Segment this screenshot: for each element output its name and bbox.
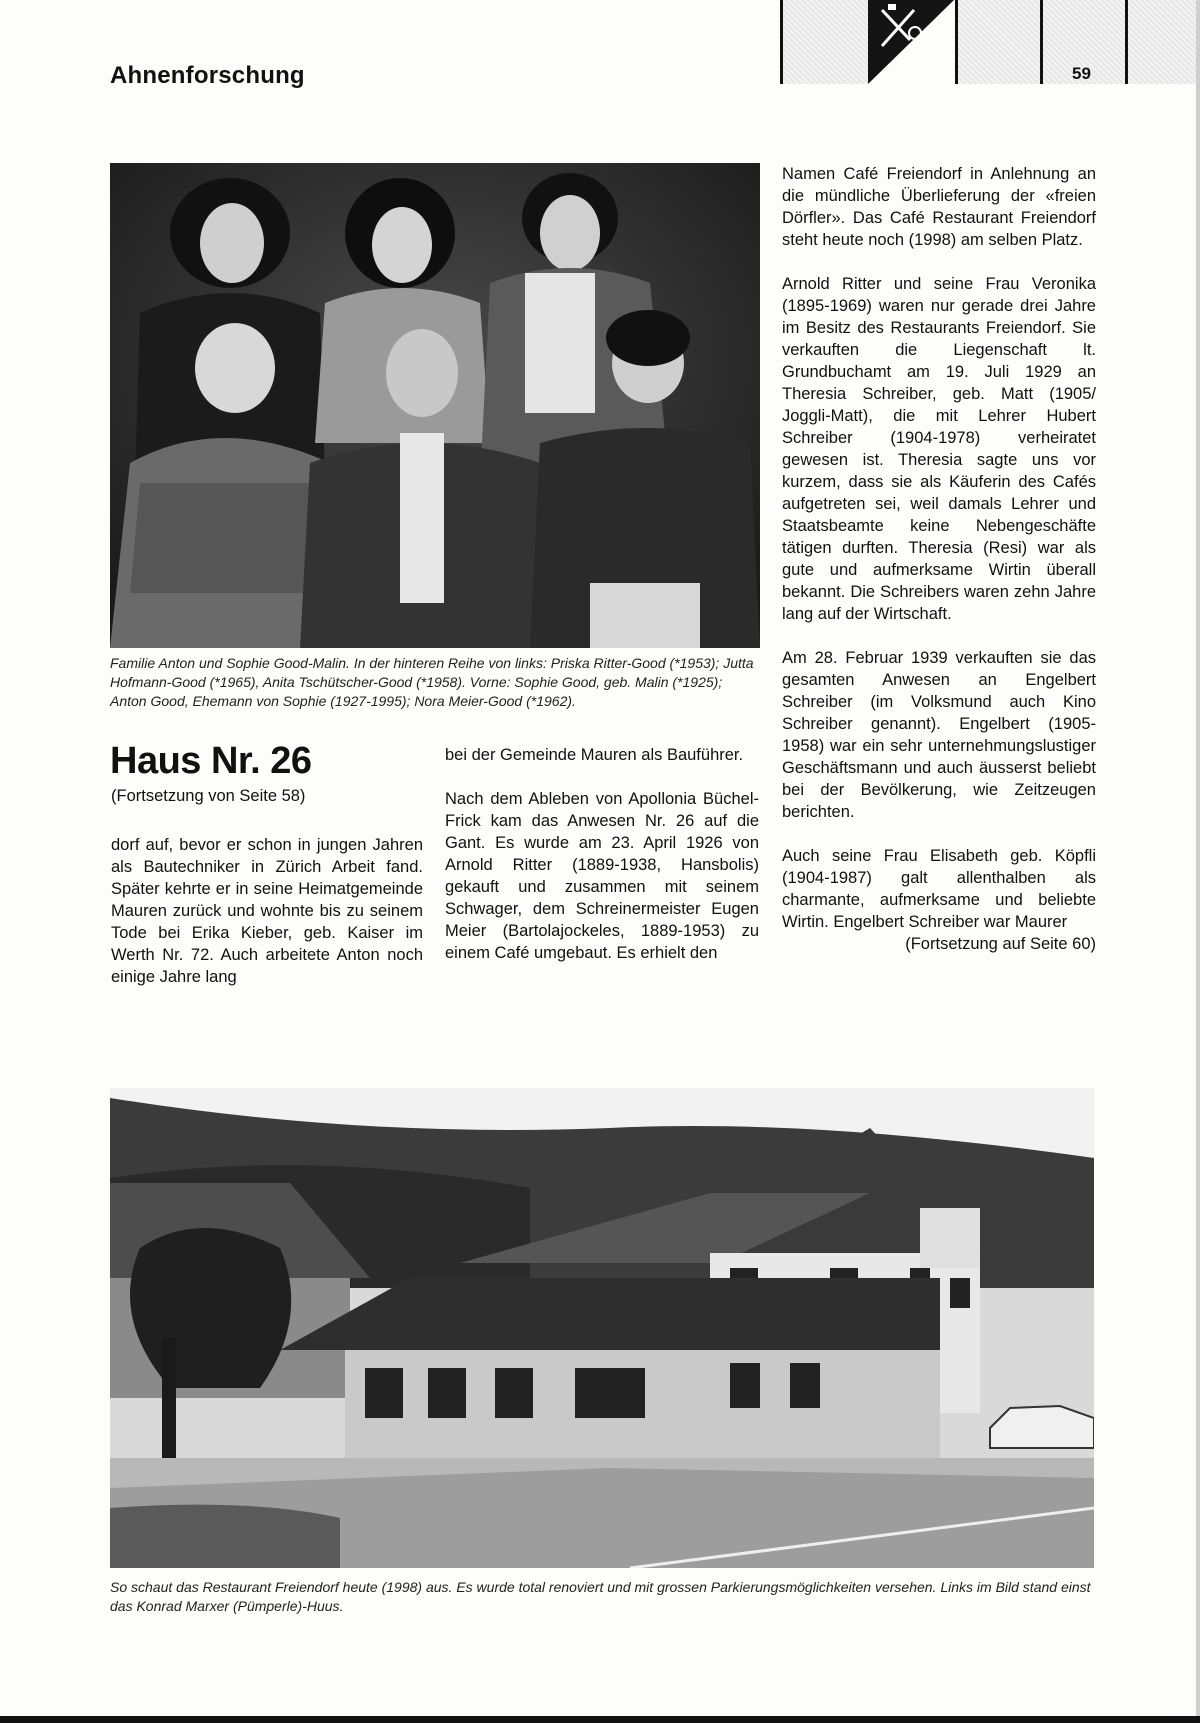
article-title: Haus Nr. 26 [110, 740, 312, 782]
paragraph: dorf auf, bevor er schon in jungen Jahren als Bautechniker in Zürich Arbeit fand. Später kehrte er in seine Heimatgemeinde Mauren zurück und wohnte bis zu seinem Tode bei Erika Kieber, geb. Kaiser im Werth Nr. 72. Auch arbeitete Anton noch einige Jahre lang [111, 836, 423, 986]
paragraph: Arnold Ritter und seine Frau Veronika (1895-1969) waren nur gerade drei Jahre im Besitz des Restaurants Freiendorf. Sie verkauften die Liegenschaft lt. Grundbuchamt am 19. Juli 1929 an Theresia Schreiber, geb. Matt (1905/ Joggli-Matt), die mit Lehrer Hubert Schreiber (1904-1978) verheiratet gewesen ist. Theresia sagte uns vor kurzem, dass sie als Käuferin des Cafés aufgetreten sei, weil damals Lehrer und Staatsbeamte keine Nebengeschäfte tätigen durften. Theresia (Resi) war als gute und aufmerksame Wirtin überall bekannt. Die Schreibers waren zehn Jahre lang auf der Wirtschaft. [782, 275, 1096, 623]
article-column-3 [782, 163, 1096, 955]
restaurant-photo-caption: So schaut das Restaurant Freiendorf heute (1998) aus. Es wurde total renoviert und mit grossen Parkierungsmöglichkeiten versehen. Links im Bild stand einst das Konrad Marxer (Pümperle)-Huus. [110, 1579, 1091, 1614]
continued-to: (Fortsetzung auf Seite 60) [905, 935, 1096, 953]
paragraph: bei der Gemeinde Mauren als Bauführer. [445, 746, 744, 764]
paragraph: Namen Café Freiendorf in Anlehnung an die mündliche Überlieferung der «freien Dörfler». Das Café Restaurant Freiendorf steht heute noch (1998) am selben Platz. [782, 165, 1096, 249]
page-bottom-rule [0, 1716, 1200, 1723]
paragraph: Nach dem Ableben von Apollonia Büchel-Frick kam das Anwesen Nr. 26 auf die Gant. Es wurde am 23. April 1926 von Arnold Ritter (1889-1938, Hansbolis) gekauft und zusammen mit seinem Schwager, dem Schreinermeister Eugen Meier (Bartolajockeles, 1889-1953) zu einem Café umgebaut. Es erhielt den [445, 790, 759, 962]
article-column-1 [111, 834, 423, 1010]
section-title: Ahnenforschung [110, 62, 305, 89]
crossed-tools-icon [868, 0, 958, 84]
restaurant-photo [110, 1088, 1094, 1568]
header-tab-plain [955, 0, 1043, 84]
header-tab-empty [780, 0, 868, 84]
header-tab-edge [1125, 0, 1200, 84]
page-number: 59 [1072, 64, 1091, 83]
family-photo [110, 163, 760, 648]
page-edge [1196, 0, 1200, 1723]
paragraph: Auch seine Frau Elisabeth geb. Köpfli (1904-1987) galt allenthalben als charmante, aufmerksame und beliebte Wirtin. Engelbert Schreiber war Maurer [782, 847, 1096, 931]
continued-from: (Fortsetzung von Seite 58) [111, 787, 306, 805]
family-photo-caption: Familie Anton und Sophie Good-Malin. In der hinteren Reihe von links: Priska Ritter-Good (*1953); Jutta Hofmann-Good (*1965), Anita Tschütscher-Good (*1958). Vorne: Sophie Good, geb. Malin (*1925); Anton Good, Ehemann von Sophie (1927-1995); Nora Meier-Good (*1962). [110, 655, 754, 709]
article-column-2 [445, 744, 759, 986]
paragraph: Am 28. Februar 1939 verkauften sie das gesamten Anwesen an Engelbert Schreiber (im Volksmund auch Kino Schreiber genannt). Engelbert (1905-1958) war ein sehr unternehmungslustiger Geschäftsmann und auch äusserst beliebt bei der Bevölkerung, wie Zeitzeugen berichten. [782, 649, 1096, 821]
